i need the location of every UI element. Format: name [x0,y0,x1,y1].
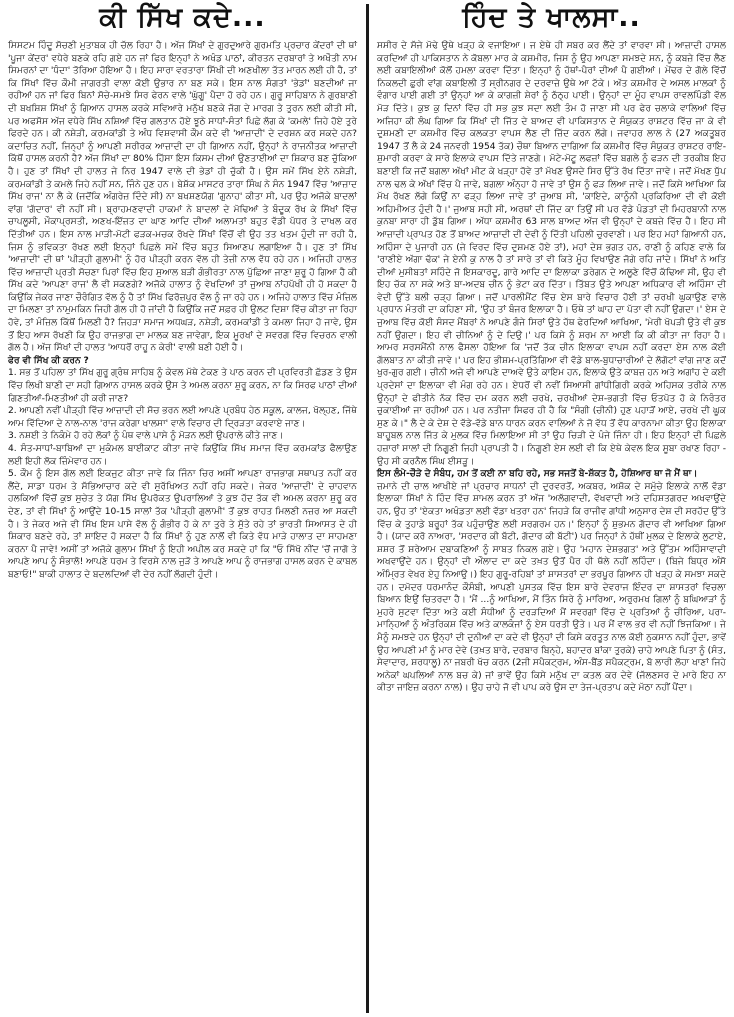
left-list-heading: ਫੇਰ ਵੀ ਸਿੱਖ ਕੀ ਕਰਨ ? [8,355,89,366]
left-article-body [8,40,357,582]
left-column [4,0,360,1017]
left-article-title: ਕੀ ਸਿੱਖ ਕਦੇ... [99,2,266,33]
right-quote-line: ਇਸ ਲੰਮੇ-ਚੌੜੇ ਦੇ ਸੰਬੰਧ, ਹਮ ਤੋਂ ਕਈ ਨਾ ਬਹਿ ਰਹੇ, ਸਭ ਸਜਤੋਂ ਬੇ-ਸ਼ੱਕਤ ਹੈ, ਹੋਸ਼ਿਆਰ ਥਾ ਜੋ ਮੈਂ ਥਾ। [377,469,698,480]
right-paragraph: ਜ਼ਮਾਨੇ ਦੀ ਚਾਲ ਆਖੀਏ ਜਾਂ ਪ੍ਰਚਾਰ ਸਾਧਨਾਂ ਦੀ ਦੁਰਵਰਤੋਂ, ਅਕਬਰ, ਅਸ਼ੋਕ ਦੇ ਸਮੁੱਚੇ ਇਲਾਕੇ ਨਾਲੋਂ ਵੱਡਾ ਇਲਾਕਾ ਸਿੱਖਾਂ ਨੇ ਹਿੰਦ ਵਿੱਚ ਸ਼ਾਮਲ ਕਰਨ ਤਾਂ ਅੱਜ 'ਅਲੱਗਵਾਦੀ, ਵੱਖਵਾਦੀ ਅਤੇ ਦਹਿਸ਼ਤਗਰਦ ਅਖਵਾਉਂਦੇ ਹਨ, ਉਹ ਤਾਂ 'ਏਕਤਾ ਅਖੰਡਤਾ ਲਈ ਵੱਡਾ ਖਤਰਾ ਹਨ' ਜਿਹੜੇ ਕਿ ਰਾਜੀਵ ਗਾਂਧੀ ਅਨੁਸਾਰ ਦੇਸ਼ ਦੀ ਸਰਹੱਦ ਉੱਤੇ ਵਿੱਚ ਕੇ ਤੁਹਾਡੇ ਬਰੂਹਾਂ ਤੱਕ ਪਹੁੰਚਾਉਣ ਲਈ ਸਰਗਰਮ ਹਨ।' ਇਨ੍ਹਾਂ ਨੂੰ ਸ਼ੁਭਮਨ ਗੱਦਾਰ ਵੀ ਆਖਿਆ ਗਿਆ ਹੈ। (ਯਾਦ ਕਰੋ ਨਾਅਰਾ, 'ਸਰਦਾਰ ਕੀ ਬੱਟੀ, ਗੱਦਾਰ ਕੀ ਬੱਟੀ') ਪਰ ਜਿਨ੍ਹਾਂ ਨੇ ਹੱਥੀਂ ਮੁਲਕ ਦੇ ਇਲਾਕੇ ਲੁਟਾਏ, ਸ਼ਸ਼ਰ ਤੋਂ ਸ਼ਰੇਆਮ ਦਬਾਕਣਿਆਂ ਨੂੰ ਸਾਬਤ ਨਿਕਲ ਗਏ। ਉਹ 'ਮਹਾਨ ਦੇਸ਼ਭਗਤ' ਅਤੇ ਉੱਤਮ ਅਹਿੰਸਾਵਾਦੀ ਅਖਵਾਉਂਦੇ ਹਨ। ਉਨ੍ਹਾਂ ਦੀ ਔਲਾਦ ਦਾ ਕਦੇ ਤਖ਼ਤ ਉਤੋਂ ਪੈਰ ਹੀ ਥੱਲੇ ਨਹੀਂ ਲਹਿੰਦਾ। (ਬਿਜੇ ਬਿਧ੍ਰ ਅੰਸੋ ਅੰਮ੍ਰਿਤ ਵੇਖਰ ਏਹੁ ਨਿਆਉ।) ਇਹ ਗੁਰੂ-ਰਹਿਬਾਂ ਤਾਂ ਸ਼ਾਸਤਰਾਂ ਦਾ ਭਰਪੂਰ ਗਿਆਨ ਹੀ ਖੜ੍ਹ ਕੇ ਸਮਝਾ ਸਕਦੇ ਹਨ। ਦਮੋਦਰ ਧਰਮਾਨੰਦ ਕੌਸੰਬੀ, ਆਪਣੀ ਪੁਸਤਕ ਵਿੱਚ ਇਸ ਬਾਰੇ ਦੇਵਰਾਜ ਇੰਦਰ ਦਾ ਸ਼ਾਸਤਰਾਂ ਵਿਚਲਾ ਬਿਆਨ ਇਉਂ ਚਿਤਰਦਾ ਹੈ। 'ਮੈਂ ...ਨੂੰ ਆਖਿਆ, ਮੈਂ ਤਿੰਨ ਸਿਰੇ ਨੂੰ ਮਾਰਿਆ, ਅਰੁਰਮਖ ਗਿਲਾਂ ਨੂੰ ਬਘਿਆੜਾਂ ਨੂੰ ਮੁਹਰੇ ਸੁਟਵਾ ਦਿੱਤਾ ਅਤੇ ਕਈ ਸੰਧੀਆਂ ਨੂੰ ਦਰੜਦਿਆਂ ਮੈਂ ਸਵਰਗਾਂ ਵਿੱਚ ਦੇ ਪ੍ਰਤਿਆਂ ਨੂੰ ਚੀਰਿਆ, ਪਰਾ-ਮਾਨ੍ਹਿਆਂ ਨੂੰ ਅੰਤਰਿਕਸ਼ ਵਿੱਚ ਅਤੇ ਕਾਲਕੰਜਾਂ ਨੂੰ ਏਸ ਧਰਤੀ ਉਤੇ। ਪਰ ਮੈਂ ਵਾਲ ਭਰ ਵੀ ਨਹੀਂ ਝਿਜਕਿਆ। ਜੇ ਮੈਨੂੰ ਸਮਝਦੇ ਹਨ ਉਨ੍ਹਾਂ ਦੀ ਦੁਨੀਆਂ ਦਾ ਕਦੇ ਵੀ ਉਨ੍ਹਾਂ ਦੀ ਕਿਸੇ ਕਰਤੂਤ ਨਾਲ ਕੋਈ ਨੁਕਸਾਨ ਨਹੀਂ ਹੁੰਦਾ, ਭਾਵੇਂ ਉਹ ਆਪਣੀ ਮਾਂ ਨੂੰ ਮਾਰ ਦੇਵੇ (ਤਖ਼ਤ ਬਾਰੇ, ਦਰਬਾਰ ਬਿਨ੍ਹੇ, ਬਹਾਦਰ ਬਾਂਕਾ ਤੁਰਕੇ) ਚਾਹੇ ਆਪਣੇ ਪਿਤਾ ਨੂੰ (ਸੰਤ, ਸੇਵਾਦਾਰ, ਸ਼ਰਧਾਲੂ) ਨਾ ਜਬਰੀ ਖੱਚ ਕਰਨ (2ਜੀ ਸਪੈਕਟ੍ਰਮ, ਅੰਸ-ਬੈਂਡ ਸਪੈਕਟ੍ਰਮ, ਬੋ ਲਾਰੀ ਲੋਹਾ ਖਾਣਾਂ ਜਿਹੇ ਅਨੇਕਾਂ ਘਪਲਿਆਂ ਨਾਲ ਬਚ ਕੇ) ਜਾਂ ਭਾਵੇਂ ਉਹ ਕਿਸੇ ਮਨੁੱਖ ਦਾ ਕਤਲ ਕਰ ਦੇਵੇ (ਜੱਲਣਸਰ ਦੇ ਮਾਰੇ ਇਹ ਨਾ ਕੀਤਾ ਜਾਇਜ਼ ਕਰਨਾ ਨਾਲ)। ਉਹ ਚਾਹੇ ਜੋ ਵੀ ਪਾਪ ਕਰੇ ਉਸ ਦਾ ਤੇਜ-ਪ੍ਰਤਾਪ ਕਦੇ ਮੱਠਾ ਨਹੀਂ ਪੈਂਦਾ। [377,481,726,694]
list-item: 1. ਸਭ ਤੋਂ ਪਹਿਲਾ ਤਾਂ ਸਿੱਖ ਗੁਰੂ ਗ੍ਰੰਥ ਸਾਹਿਬ ਨੂੰ ਕੇਵਲ ਮੱਥੇ ਟੇਕਣ ਤੇ ਪਾਠ ਕਰਨ ਦੀ ਪ੍ਰਵਿਰਤੀ ਛੱਡਣ ਤੇ ਉਸ ਵਿੱਚ ਲਿਖੀ ਬਾਣੀ ਦਾ ਸਹੀ ਗਿਆਨ ਹਾਸਲ ਕਰਕੇ ਉਸ ਤੇ ਅਮਲ ਕਰਨਾ ਸ਼ੁਰੂ ਕਰਨ, ਨਾ ਕਿ ਸਿਰਫ ਪਾਠਾਂ ਦੀਆਂ ਗਿਣਤੀਆਂ-ਮਿਣਤੀਆਂ ਹੀ ਕਰੀ ਜਾਣ? [8,368,357,404]
left-paragraph: ਸਿਸਟਮ ਹਿੰਦੂ ਸੋਚਣੀ ਮੁਤਾਬਕ ਹੀ ਚੱਲ ਰਿਹਾ ਹੈ। ਅੱਜ ਸਿੱਖਾਂ ਦੇ ਗੁਰਦੁਆਰੇ ਗੁਰਮਤਿ ਪ੍ਰਚਾਰ ਕੇਂਦਰਾਂ ਦੀ ਥਾਂ 'ਪੂਜਾ ਕੇਂਦਰ' ਵਧੇਰੇ ਬਣਕੇ ਰਹਿ ਗਏ ਹਨ ਜਾਂ ਫਿਰ ਇਨ੍ਹਾਂ ਨੇ ਅਖੰਡ ਪਾਠਾਂ, ਕੀਰਤਨ ਦਰਬਾਰਾਂ ਤੇ ਅਖੌਤੀ ਨਾਮ ਸਿਮਰਨਾਂ ਦਾ 'ਧੰਦਾ' ਤੋਰਿਆ ਹੋਇਆ ਹੈ। ਇਹ ਸਾਰਾ ਵਰਤਾਰਾ ਸਿੱਖੀ ਦੀ ਅਣਖੀਲਾ ਤੱਤ ਮਾਰਨ ਲਈ ਹੀ ਹੈ, ਤਾਂ ਕਿ ਸਿੱਖਾਂ ਵਿੱਚ ਕੌਮੀ ਜਾਗਰਤੀ ਵਾਲਾ ਕੋਈ ਉਭਾਰ ਨਾ ਬਣ ਸਕੇ। ਇਸ ਨਾਲ ਸੰਗਤਾਂ 'ਭੇਡਾਂ' ਬਣਦੀਆਂ ਜਾ ਰਹੀਆਂ ਹਨ ਜਾਂ ਫਿਰ ਬਿਨਾਂ ਸੋਚੇ-ਸਮਝੇ ਸਿਰ ਫੇਰਨ ਵਾਲੇ 'ਘੁੱਗੂ' ਪੈਦਾ ਹੋ ਰਹੇ ਹਨ। ਗੁਰੂ ਸਾਹਿਬਾਨ ਨੇ ਗੁਰਬਾਣੀ ਦੀ ਬਖਸ਼ਿਸ਼ ਸਿੱਖਾਂ ਨੂੰ ਗਿਆਨ ਹਾਸਲ ਕਰਕੇ ਸਵਿਆਰੇ ਮਨੁੱਖ ਬਣਕੇ ਜੱਗ ਦੇ ਮਾਰਗ ਤੇ ਤੁਰਨ ਲਈ ਕੀਤੀ ਸੀ, ਪਰ ਅਫਸੋਸ ਅੱਜ ਵਧੇਰੇ ਸਿੱਖ ਨਸ਼ਿਆਂ ਵਿੱਚ ਗਲਤਾਨ ਹੋਏ ਝੂਠੇ ਸਾਧਾਂ-ਸੰਤਾਂ ਪਿਛੇ ਲੱਗ ਕੇ 'ਕਮਲੇ' ਜਿਹੇ ਹੋਏ ਤੁਰੇ ਫਿਰਦੇ ਹਨ। ਕੀ ਨਸ਼ੇੜੀ, ਕਰਮਕਾਂਡੀ ਤੇ ਅੰਧ ਵਿਸ਼ਵਾਸੀ ਕੌਮ ਕਦੇ ਵੀ 'ਆਜ਼ਾਦੀ' ਦੇ ਦਰਸ਼ਨ ਕਰ ਸਕਦੇ ਹਨ? ਕਦਾਚਿਤ ਨਹੀਂ, ਜਿਨ੍ਹਾਂ ਨੂੰ ਆਪਣੀ ਸਰੀਰਕ ਆਜ਼ਾਦੀ ਦਾ ਹੀ ਗਿਆਨ ਨਹੀਂ, ਉਨ੍ਹਾਂ ਨੇ ਰਾਜਨੀਤਕ ਆਜ਼ਾਦੀ ਕਿੱਥੋਂ ਹਾਸਲ ਕਰਨੀ ਹੈ? ਅੱਜ ਸਿੱਖਾਂ ਦਾ 80% ਹਿੱਸਾ ਇਸ ਕਿਸਮ ਦੀਆਂ ਉਣਤਾਈਆਂ ਦਾ ਸ਼ਿਕਾਰ ਬਣ ਚੁੱਕਿਆ ਹੈ। ਹੁਣ ਤਾਂ ਸਿੱਖਾਂ ਦੀ ਹਾਲਤ ਜੇ ਨਿਰ 1947 ਵਾਲੇ ਦੀ ਭੇਡਾਂ ਹੀ ਚੁੱਕੀ ਹੈ। ਉਸ ਸਮੇਂ ਸਿੱਖ ਏਨੇ ਨਸ਼ੇੜੀ, ਕਰਮਕਾਂਡੀ ਤੇ ਕਮਲੇ ਜਿਹੇ ਨਹੀਂ ਸਨ, ਜਿੰਨੇ ਹੁਣ ਹਨ। ਬੇਸ਼ੱਕ ਮਾਸਟਰ ਤਾਰਾ ਸਿੰਘ ਨੇ ਸੰਨ 1947 ਵਿੱਚ 'ਆਜ਼ਾਦ ਸਿੱਖ ਰਾਜ' ਨਾ ਲੈ ਕੇ (ਜਦੋਂਕਿ ਅੰਗਰੇਜ਼ ਦਿੰਦੇ ਸੀ) ਨਾ ਬਖਸ਼ਣਯੋਗ 'ਗੁਨਾਹ' ਕੀਤਾ ਸੀ, ਪਰ ਉਹ ਅਜੋਕੇ ਬਾਦਲਾਂ ਵਾਂਗ 'ਗੱਦਾਰ' ਵੀ ਨਹੀਂ ਸੀ। ਬ੍ਰਾਹਮਣਵਾਦੀ ਹਾਕਮਾਂ ਨੇ ਬਾਦਲਾਂ ਦੇ ਮੋਢਿਆਂ ਤੇ ਬੰਦੂਕ ਰੱਖ ਕੇ ਸਿੱਖਾਂ ਵਿੱਚ ਚਾਪਲੂਸੀ, ਮੌਕਾਪ੍ਰਸਤੀ, ਅਣਖ-ਇੱਜ਼ਤ ਦਾ ਘਾਣ ਆਦਿ ਦੀਆਂ ਅਲਾਮਤਾਂ ਬਹੁਤ ਵੱਡੀ ਪੱਧਰ ਤੇ ਦਾਖਲ ਕਰ ਦਿੱਤੀਆਂ ਹਨ। ਇਸ ਨਾਲ ਮਾੜੀ-ਮੋਟੀ ਫੜਕ-ਮਚਕ ਰੱਖਦੇ ਸਿੱਖਾਂ ਵਿੱਚੋਂ ਵੀ ਉਹ ਤਤ ਖਤਮ ਹੁੰਦੀ ਜਾ ਰਹੀ ਹੈ, ਜਿਸ ਨੂੰ ਭਵਿਕਤਾ ਰੱਖਣ ਲਈ ਇਨ੍ਹਾਂ ਪਿਛਲੇ ਸਮੇਂ ਵਿੱਚ ਬਹੁਤ ਸਿਆਣਪ ਲਗਾਇਆ ਹੈ। ਹੁਣ ਤਾਂ ਸਿੱਖ 'ਆਜ਼ਾਦੀ' ਦੀ ਥਾਂ 'ਪੀੜ੍ਹੀ ਗੁਲਾਮੀ' ਨੂੰ ਹੋਰ ਪੀੜ੍ਹੀ ਕਰਨ ਵੱਲ ਹੀ ਤੇਜ਼ੀ ਨਾਲ ਵੱਧ ਰਹੇ ਹਨ। ਅਜਿਹੀ ਹਾਲਤ ਵਿੱਚ ਆਜ਼ਾਦੀ ਪ੍ਰਤੀ ਸੋਚਣਾ ਪਿਰਾਂ ਵਿੱਚ ਇਹ ਸੁਆਲ ਬੜੀ ਗੰਭੀਰਤਾ ਨਾਲ ਪੁੱਛਿਆ ਜਾਣਾ ਸ਼ੁਰੂ ਹੋ ਗਿਆ ਹੈ ਕੀ ਸਿੱਖ ਕਦੇ 'ਆਪਣਾ ਰਾਜ' ਲੈ ਵੀ ਸਕਣਗੇ? ਅਜੋਕੇ ਹਾਲਾਤ ਨੂੰ ਵੇਖਦਿਆਂ ਤਾਂ ਜੁਆਬ ਨਾਂਹਪੱਖੀ ਹੀ ਹੋ ਸਕਦਾ ਹੈ ਕਿਉਂਕਿ ਜੇਕਰ ਜਾਣਾ ਚੌਰੰਗਿਤ ਵੱਲ ਨੂੰ ਹੈ ਤਾਂ ਸਿੱਖ ਫਿਰੋਜ਼ਪੁਰ ਵੱਲ ਨੂੰ ਜਾ ਰਹੇ ਹਨ। ਅਜਿਹੇ ਹਾਲਾਤ ਵਿੱਚ ਮੰਜ਼ਿਲ ਦਾ ਮਿਲਣਾ ਤਾਂ ਨਾਮੁਮਕਿਨ ਜਿਹੀ ਗੱਲ ਹੀ ਹੋ ਜਾਂਦੀ ਹੈ ਕਿਉਂਕਿ ਜਦੋਂ ਸਫ਼ਰ ਹੀ ਉਲਟ ਦਿਸ਼ਾ ਵਿੱਚ ਕੀਤਾ ਜਾ ਰਿਹਾ ਹੋਵੇ, ਤਾਂ ਮੰਜ਼ਿਲ ਕਿੱਥੋਂ ਮਿਲਣੀ ਹੈ? ਜਿਹੜਾ ਸਮਾਜ ਅਧਘੜ, ਨਸ਼ੇੜੀ, ਕਰਮਕਾਂਡੀ ਤੇ ਕਮਲਾ ਜਿਹਾ ਹੋ ਜਾਵੇ, ਉਸ ਤੋਂ ਇਹ ਆਸ ਰੱਖਣੀ ਕਿ ਉਹ ਰਾਜਭਾਗ ਦਾ ਮਾਲਕ ਬਣ ਜਾਵੇਗਾ, ਇਕ ਮੂਰਖਾਂ ਦੇ ਸਵਰਗ ਵਿੱਚ ਵਿਚਰਨ ਵਾਲੀ ਗੱਲ ਹੈ। ਅੱਜ ਸਿੱਖਾਂ ਦੀ ਹਾਲਤ 'ਆਧਰੋਂ ਰਾਹੂ ਨ ਕੇਰੀ' ਵਾਲੀ ਬਣੀ ਹੋਈ ਹੈ। [8,41,357,354]
right-column [374,0,730,1017]
right-paragraph: ਸਸੀਰ ਦੇ ਸੱਜੇ ਮੋਢੇ ਉਥੇ ਖੜ੍ਹ ਕੇ ਵਜਾਇਆ। ਜ ਏਥੇ ਹੀ ਸਬਰ ਕਰ ਲੈਂਦੇ ਤਾਂ ਵਾਰਵਾ ਸੀ। ਆਜ਼ਾਦੀ ਹਾਸਲ ਕਰਦਿਆਂ ਹੀ ਪਾਕਿਸਤਾਨ ਨੇ ਕੋਬਲਾ ਮਾਰ ਕੇ ਕਸ਼ਮੀਰ, ਜਿਸ ਨੂੰ ਉਹ ਆਪਣਾ ਸਮਝਦੇ ਸਨ, ਨੂੰ ਕਬਜ਼ੇ ਵਿੱਚ ਲੈਣ ਲਈ ਕਬਾਇਲੀਆਂ ਕੋਲੋਂ ਹਮਲਾ ਕਰਵਾ ਦਿੱਤਾ। ਇਨ੍ਹਾਂ ਨੂੰ ਹੱਥਾਂ-ਪੈਰਾਂ ਦੀਆਂ ਪੈ ਗਈਆਂ। ਮੇਂਢਰ ਦੇ ਗੋਲੇ ਵਿੱਚੋਂ ਨਿਕਲਦੀ ਛੁਰੀ ਵਾਂਗ ਕਬਾਇਲੀ ਤੋਂ ਸ੍ਰੀਨਗਰ ਦੇ ਦਰਵਾਜ਼ੇ ਉਥੇ ਆ ਟੱਕੇ। ਅੱਤ ਕਸ਼ਮੀਰ ਦੇ ਅਸਲ ਮਾਲਕਾਂ ਨੂੰ ਵੰਗਾਰ ਪਾਈ ਗਈ ਤਾਂ ਉਨ੍ਹਾਂ ਆ ਕੇ ਕਾਗਜ਼ੀ ਸ਼ੇਰਾਂ ਨੂੰ ਠੱਠ੍ਹ ਪਾਈ। ਉਨ੍ਹਾਂ ਦਾ ਮੂੰਹ ਵਾਪਸ ਰਾਵਲਪਿੰਡੀ ਵੱਲ ਮੋੜ ਦਿੱਤੇ। ਕੁਝ ਕੁ ਦਿਨਾਂ ਵਿੱਚ ਹੀ ਸਭ ਕੁਝ ਸਦਾ ਲਈ ਤੰਮ ਹੋ ਜਾਣਾ ਸੀ ਪਰ ਫੇਰ ਚਲਾਕੇ ਵਾਲਿਆਂ ਵਿੱਚ ਅਜਿਹਾ ਕੀ ਲੰਘ ਗਿਆ ਕਿ ਸਿੱਖਾਂ ਦੀ ਜਿੱਤ ਦੇ ਬਾਅਦ ਵੀ ਪਾਕਿਸਤਾਨ ਦੇ ਸੰਯੁਕਤ ਰਾਸ਼ਟਰ ਵਿੱਚ ਜਾ ਕੇ ਵੀ ਦੁਸ਼ਮਣੀ ਦਾ ਕਸ਼ਮੀਰ ਵਿੱਚ ਕਲਕਤਾ ਵਾਪਸ ਲੈਣ ਦੀ ਜ਼ਿੱਦ ਕਰਨ ਲੱਗੇ। ਜਵਾਹਰ ਲਾਲ ਨੇ (27 ਅਕਤੂਬਰ 1947 ਤੋਂ ਲੈ ਕੇ 24 ਜਨਵਰੀ 1954 ਤੱਕ) ਚੌਥਾ ਬਿਆਨ ਦਾਗਿਆ ਕਿ ਕਸ਼ਮੀਰ ਵਿੱਚ ਸੰਯੁਕਤ ਰਾਸ਼ਟਰ ਰਾਇ-ਸ਼ੁਮਾਰੀ ਕਰਵਾ ਕੇ ਸਾਰੇ ਇਲਾਕੇ ਵਾਪਸ ਦਿੱਤੇ ਜਾਣਗੇ। ਮੋਟੇ-ਮੋਟੂ ਲਫਜ਼ਾਂ ਵਿੱਚ ਬਗਲੇ ਨੂੰ ਫੜਨ ਦੀ ਤਰਕੀਬ ਇਹ ਬਣਾਈ ਕਿ ਜਦੋਂ ਬਗਲਾ ਅੱਖਾਂ ਮੀਟ ਕੇ ਖੜ੍ਹਾ ਹੋਵੇ ਤਾਂ ਮੱਖਣ ਉਸਦੇ ਸਿਰ ਉੱਤੇ ਰੱਖ ਦਿੱਤਾ ਜਾਵੇ। ਜਦੋਂ ਮੱਖਣ ਧੁੱਪ ਨਾਲ ਢਲ ਕੇ ਅੱਖਾਂ ਵਿੱਚ ਪੈ ਜਾਵੇ, ਬਗਲਾ ਅੰਨ੍ਹਾ ਹੋ ਜਾਵੇ ਤਾਂ ਉਸ ਨੂੰ ਫੜ ਲਿਆ ਜਾਵੇ। ਜਦੋਂ ਕਿਸੇ ਆਖਿਆ ਕਿ ਮੱਖ ਰੱਖਣ ਲੱਗੇ ਕਿਉਂ ਨਾ ਫੜ੍ਹ ਲਿਆ ਜਾਵੇ ਤਾਂ ਜੁਆਬ ਸੀ, 'ਕਾਇਦੇ, ਕਾਨੂੰਨੀ ਪ੍ਰਕਿਰਿਆ ਦੀ ਵੀ ਕੋਈ ਅਹਿਮੀਅਤ ਹੁੰਦੀ ਹੈ।' ਜੁਆਬ ਸਹੀ ਸੀ, ਅਰਥਾਂ ਦੀ ਜਿੱਦ ਕਾ ਤਿਉਂ ਸੀ ਪਰ ਵੱਡੇ ਪੰਡਤਾਂ ਦੀ ਮਿਹਰਬਾਨੀ ਨਾਲ ਕੁਨਬਾ ਸਾਰਾ ਹੀ ਡੁੱਬ ਗਿਆ। ਅੱਧਾ ਕਸ਼ਮੀਰ 63 ਸਾਲ ਬਾਅਦ ਅੱਜ ਵੀ ਉਨ੍ਹਾਂ ਦੇ ਕਬਜ਼ੇ ਵਿੱਚ ਹੈ। ਇਹ ਸੀ ਆਜ਼ਾਦੀ ਪ੍ਰਾਪਤ ਹੋਣ ਤੋਂ ਬਾਅਦ ਆਜ਼ਾਦੀ ਦੀ ਦੇਵੀ ਨੂੰ ਦਿੱਤੀ ਪਹਿਲੀ ਚੁਰਵਾਣੀ। ਪਰ ਇਹ ਮਹਾਂ ਗਿਆਨੀ ਹਨ, ਅਹਿੰਸਾ ਦੇ ਪੁਜਾਰੀ ਹਨ (ਜੇ ਵਿਰਦ ਵਿੱਚ ਦੁਸ਼ਮਣ ਹੋਏ ਤਾਂ), ਮਹਾਂ ਦੇਸ਼ ਭਗਤ ਹਨ, ਰਾਣੀ ਨੂੰ ਕਹਿਣ ਵਾਲੇ ਕਿ 'ਰਾਣੀਏ ਅੱਗਾ ਢੱਕ' ਜੇ ਏਨੀ ਕੁ ਨਾਲ ਹੈ ਤਾਂ ਸਾਰੇ ਤਾਂ ਵੀ ਕਿਤੇ ਮੂੰਹ ਵਿਖਾਉਣ ਜੋਗੇ ਰਹਿ ਜਾਂਦੇ। ਸਿੱਖਾਂ ਨੇ ਅਤਿ ਦੀਆਂ ਮੁਸੀਬਤਾਂ ਸਹਿੰਦੇ ਜੋ ਇਸਕਾਰਦੂ, ਗਾਰੇ ਆਦਿ ਦਾ ਇਲਾਕਾ ਡਰੇਗਨ ਦੇ ਅਲੂਣੇ ਵਿੱਚੋਂ ਕੱਢਿਆ ਸੀ, ਉਹ ਵੀ ਇਹ ਚੱਕ ਨਾ ਸਕੇ ਅਤੇ ਬਾ-ਅਦਬ ਚੀਨ ਨੂੰ ਭੇਟਾ ਕਰ ਦਿੱਤਾ। ਤਿੱਬਤ ਉਤੇ ਆਪਣਾ ਅਧਿਕਾਰ ਵੀ ਅਹਿੰਸਾ ਦੀ ਵੇਦੀ ਉੱਤੇ ਬਲੀ ਚੜ੍ਹ ਗਿਆ। ਜਦੋਂ ਪਾਰਲੀਮੈਂਟ ਵਿੱਚ ਏਸ ਬਾਰੇ ਵਿਚਾਰ ਹੋਈ ਤਾਂ ਚਰਖੀ ਘੁਕਾਉਣ ਵਾਲੇ ਪ੍ਰਧਾਨ ਮੰਤਰੀ ਦਾ ਕਹਿਣਾ ਸੀ, 'ਉਹ ਤਾਂ ਬੰਜਰ ਇਲਾਕਾ ਹੈ। ਓਥੇ ਤਾਂ ਘਾਹ ਦਾ ਪੱਤਾ ਵੀ ਨਹੀਂ ਉਗਦਾ।' ਏਸ ਦੇ ਜੁਆਬ ਵਿੱਚ ਕੋਈ ਸੰਸਦ ਮੈਂਬਰਾਂ ਨੇ ਆਪਣੇ ਗੰਜੇ ਸਿਰਾਂ ਉਤੇ ਹੱਥ ਫੇਰਦਿਆਂ ਆਖਿਆ, 'ਮੇਰੀ ਖੋਪੜੀ ਉਤੇ ਵੀ ਕੁਝ ਨਹੀਂ ਉਗਦਾ। ਇਹ ਵੀ ਚੀਨਿਆਂ ਨੂੰ ਦੇ ਦਿਉ।' ਪਰ ਕਿਸੇ ਨੂੰ ਸ਼ਰਮ ਨਾ ਆਈ ਕਿ ਕੀ ਕੀਤਾ ਜਾ ਰਿਹਾ ਹੈ। ਆਮਰ ਸਰਸਮੈਂਨੀ ਨਾਲ ਫੈਸਲਾ ਹੋਇਆ ਕਿ 'ਜਦੋਂ ਤੱਕ ਚੀਨ ਇਲਾਕਾ ਵਾਪਸ ਨਹੀਂ ਕਰਦਾ ਏਸ ਨਾਲ ਕੋਈ ਗੱਲਬਾਤ ਨਾ ਕੀਤੀ ਜਾਵੇ।' ਪਰ ਇਹ ਭੀਸ਼ਮ-ਪ੍ਰਤਿੱਗਿਆ ਵੀ ਵੱਡੇ ਬਾਲ-ਬੁਧਾਚਾਰੀਆਂ ਦੇ ਲੋਗੋਟਾਂ ਵਾਂਗ ਜਾਣ ਕਦੋਂ ਖੁਰ-ਗੁਰ ਗਈ। ਚੀਨੀ ਅਜੇ ਵੀ ਆਪਣੇ ਦਾਅਵੇ ਉਤੇ ਕਾਇਮ ਹਨ, ਇਲਾਕੇ ਉਤੇ ਕਾਬਜ਼ ਹਨ ਅਤੇ ਅਗਾਂਹ ਦੇ ਕਈ ਪ੍ਰਦੇਸਾਂ ਦਾ ਇਲਾਕਾ ਵੀ ਮੰਗ ਰਹੇ ਹਨ। ਏਧਰੋਂ ਵੀ ਨਵੀਂ ਸਿਆਸੀ ਗਾਂਧੀਗਿਰੀ ਕਰਕੇ ਅਹਿਸਕ ਤਰੀਕੇ ਨਾਲ ਉਨ੍ਹਾਂ ਦੇ ਫੀਤੀਨੇ ਨੱਕ ਵਿੱਚ ਦਮ ਕਰਨ ਲਈ ਚਰਖੇ, ਚਰਖੀਆਂ ਦੇਸ਼-ਭਗਤੀ ਵਿੱਚ ਓਤਪੋਤ ਹੋ ਕੇ ਨਿਰੰਤਰ ਚੁਕਾਈਆਂ ਜਾ ਰਹੀਆਂ ਹਨ। ਪਰ ਨਤੀਜਾ ਸਿਫਰ ਹੀ ਹੈ ਕਿ "ਸੰਗੀ (ਚੀਨੀ) ਹੁਣ ਪਹਾੜੋਂ ਆਏ, ਚਰਖੇ ਦੀ ਘੂਕ ਸੁਣ ਕੇ।" ਲੈ ਦੇ ਕੇ ਦੇਸ਼ ਦੇ ਵੱਡੇ-ਵੱਡੇ ਬਾਨ ਧਾਰਨ ਕਰਨ ਵਾਲਿਆਂ ਨੇ ਜੋ ਵੱਧ ਤੋਂ ਵੱਧ ਕਾਰਨਾਮਾ ਕੀਤਾ ਉਹ ਇਲਾਕਾ ਬਾਹੂਬਲ ਨਾਲ ਜਿੱਤ ਕੇ ਮੁਲਕ ਵਿੱਚ ਮਿਲਾਇਆ ਸੀ ਤਾਂ ਉਹ ਚਿੜੀ ਦੇ ਪੰਜੇ ਜਿੰਨਾ ਹੀ। ਇਹ ਇਨ੍ਹਾਂ ਦੀ ਪਿਛਲੇ ਹਜ਼ਾਰਾਂ ਸਾਲਾਂ ਦੀ ਨਿਗੂਣੀ ਜਿਹੀ ਪ੍ਰਾਪਤੀ ਹੈ। ਨਿਗੂਣੀ ਏਸ ਲਈ ਵੀ ਕਿ ਏਥੇ ਕੇਵਲ ਇਕ ਸੂਬਾ ਰਖਾਣ ਰਿਹਾ - ਉਹ ਸੀ ਕਰਨੈਲ ਸਿੰਘ ਈਸੜੂ। [377,41,726,467]
list-item: 5. ਕੌਮ ਨੂੰ ਇਸ ਗੱਲ ਲਈ ਇਕਜੁਟ ਕੀਤਾ ਜਾਵੇ ਕਿ ਜਿੰਨਾ ਚਿਰ ਅਸੀਂ ਆਪਣਾ ਰਾਜਭਾਗ ਸਥਾਪਤ ਨਹੀਂ ਕਰ ਲੈਂਦੇ, ਸਾਡਾ ਧਰਮ ਤੇ ਸੱਭਿਆਚਾਰ ਕਦੇ ਵੀ ਸੁਰੱਖਿਅਤ ਨਹੀਂ ਰਹਿ ਸਕਦੇ। ਜੇਕਰ 'ਆਜ਼ਾਦੀ' ਦੇ ਚਾਹਵਾਨ ਹਲਕਿਆਂ ਵਿੱਚੋਂ ਕੁਝ ਸੁਚੇਤ ਤੇ ਯੋਗ ਸਿੱਖ ਉਪਰੋਕਤ ਉਪਰਾਲਿਆਂ ਤੇ ਕੁਝ ਹੱਦ ਤੱਕ ਵੀ ਅਮਲ ਕਰਨਾ ਸ਼ੁਰੂ ਕਰ ਦੇਣ, ਤਾਂ ਵੀ ਸਿੱਖਾਂ ਨੂੰ ਆਉਂਦੇ 10-15 ਸਾਲਾਂ ਤੱਕ 'ਪੀੜ੍ਹੀ ਗੁਲਾਮੀ' ਤੋਂ ਕੁਝ ਰਾਹਤ ਮਿਲਣੀ ਨਜ਼ਰ ਆ ਸਕਦੀ ਹੈ। ਤੇ ਜੇਕਰ ਅਜੇ ਵੀ ਸਿੱਖ ਇਸ ਪਾਸੇ ਵੱਲ ਨੂੰ ਗੰਭੀਰ ਹੋ ਕੇ ਨਾ ਤੁਰੇ ਤੇ ਸੁੱਤੇ ਰਹੇ ਤਾਂ ਭਾਰਤੀ ਸਿਆਸਤ ਦੇ ਹੀ ਸ਼ਿਕਾਰ ਬਣਦੇ ਰਹੇ, ਤਾਂ ਸ਼ਾਇਦ ਹੋ ਸਕਦਾ ਹੈ ਕਿ ਸਿੱਖਾਂ ਨੂੰ ਹੁਣ ਨਾਲੋਂ ਵੀ ਕਿਤੇ ਵੱਧ ਮਾੜੇ ਹਾਲਾਤ ਦਾ ਸਾਹਮਣਾ ਕਰਨਾ ਪੈ ਜਾਵੇ! ਅਸੀਂ ਤਾਂ ਅਜੋਕੇ ਗੁਲਾਮ ਸਿੱਖਾਂ ਨੂੰ ਇਹੀ ਅਪੀਲ ਕਰ ਸਕਦੇ ਹਾਂ ਕਿ "ਓ ਸਿੱਖੋ ਨੀਂਦ 'ਚੋਂ ਜਾਗੋ ਤੇ ਆਪਣੇ ਆਪ ਨੂੰ ਸੰਭਾਲੋ! ਆਪਣੇ ਧਰਮ ਤੇ ਵਿਰਸੇ ਨਾਲ ਜੁੜੋ ਤੇ ਆਪਣੇ ਆਪ ਨੂੰ ਰਾਜਭਾਗ ਹਾਸਲ ਕਰਨ ਦੇ ਕਾਬਲ ਬਣਾਓ!" ਬਾਕੀ ਹਾਲਾਤ ਦੇ ਬਦਲਦਿਆਂ ਵੀ ਦੇਰ ਨਹੀਂ ਲੱਗਦੀ ਹੁੰਦੀ। [8,469,357,580]
right-article-title: ਹਿੰਦ ਤੇ ਖਾਲਸਾ.. [462,2,641,33]
list-item: 3. ਨਸ਼ਈ ਤੇ ਨਿਕੰਮੇ ਹੋ ਰਹੇ ਲੋਕਾਂ ਨੂੰ ਪੰਥ ਵਾਲੇ ਪਾਸੇ ਨੂੰ ਮੋੜਨ ਲਈ ਉਪਰਾਲੇ ਕੀਤੇ ਜਾਣ। [8,431,284,442]
list-item: 2. ਆਪਣੀ ਨਵੀਂ ਪੀੜ੍ਹੀ ਵਿੱਚ ਆਜ਼ਾਦੀ ਦੀ ਸੋਚ ਭਰਨ ਲਈ ਆਪਣੇ ਪ੍ਰਬੰਧ ਹੇਠ ਸਕੂਲ, ਕਾਲਜ, ਖੋਲ੍ਹਣ, ਜਿੱਥੇ ਆਮ ਵਿੱਦਿਆ ਦੇ ਨਾਲ-ਨਾਲ 'ਰਾਜ ਕਰੇਗਾ ਖਾਲਸਾ' ਵਾਲੇ ਵਿਚਾਰ ਦੀ ਦ੍ਰਿੜਤਾ ਕਰਵਾਏ ਜਾਣ। [8,406,357,429]
list-item: 4. ਸੰਤ-ਸਾਧਾਂ-ਬਾਬਿਆਂ ਦਾ ਮੁਕੰਮਲ ਬਾਈਕਾਟ ਕੀਤਾ ਜਾਵੇ ਕਿਉਂਕਿ ਸਿੱਖ ਸਮਾਜ ਵਿੱਚ ਕਰਮਕਾਂਡ ਫੈਲਾਉਣ ਲਈ ਇਹੀ ਲੋਕ ਜ਼ਿੰਮੇਵਾਰ ਹਨ। [8,444,357,467]
column-divider [366,4,369,1013]
left-action-list [8,367,357,581]
right-article-body [377,40,726,695]
